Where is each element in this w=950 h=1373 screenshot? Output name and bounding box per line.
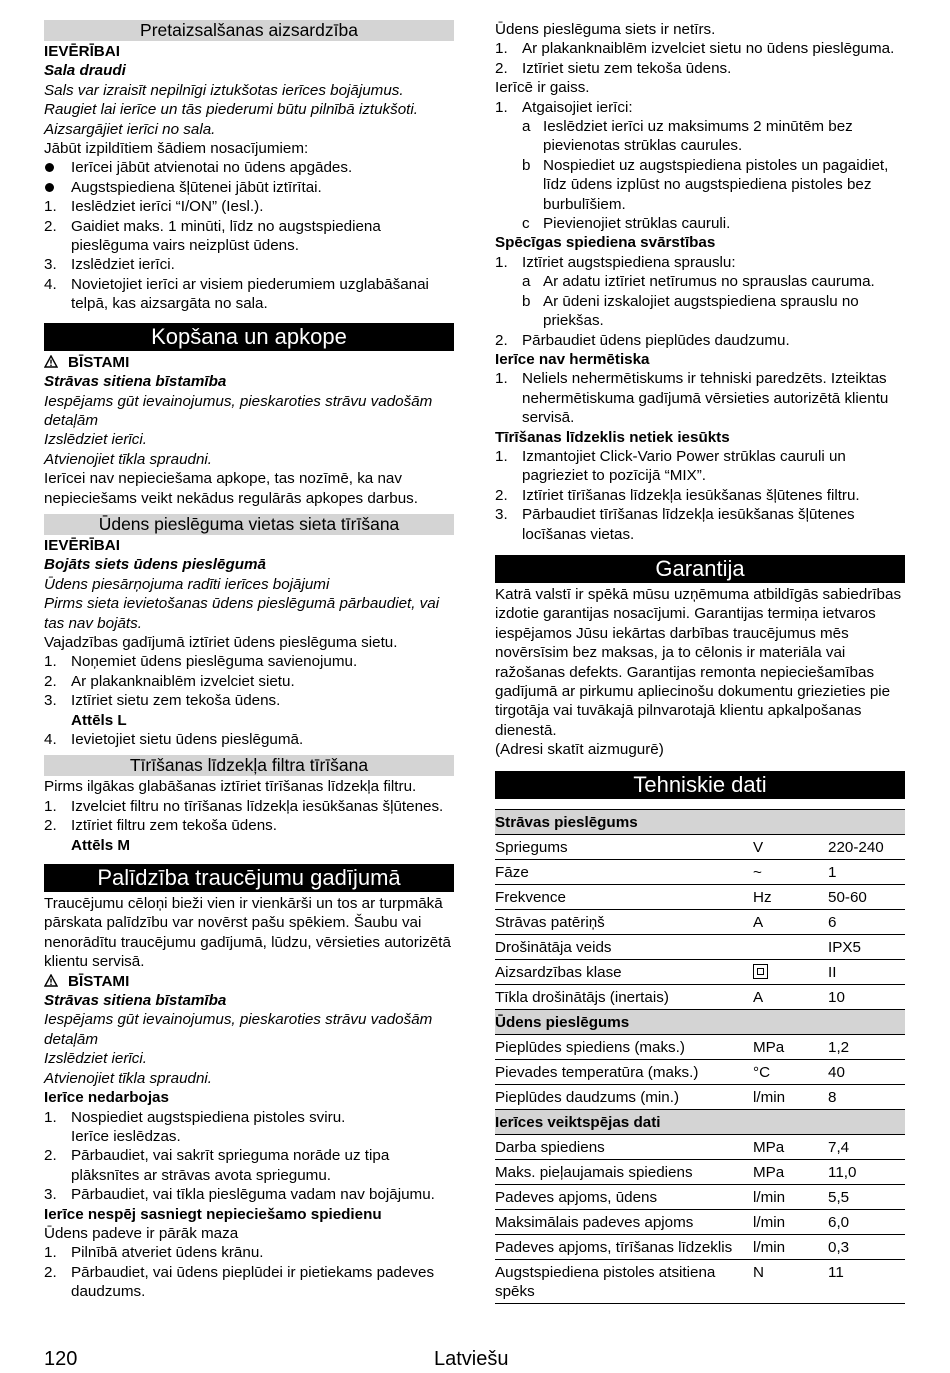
spec-unit: MPa xyxy=(753,1159,828,1184)
step-number: 3. xyxy=(44,256,57,274)
substep-item xyxy=(495,292,905,331)
step-item xyxy=(44,691,454,710)
tech-data-heading: Tehniskie dati xyxy=(495,771,905,799)
spec-value: 10 xyxy=(828,984,905,1009)
step-item xyxy=(44,1108,454,1147)
step-item xyxy=(44,1146,454,1185)
help-danger-head: Strāvas sitiena bīstamība xyxy=(44,992,227,1010)
leak-step-list xyxy=(495,369,905,427)
step-number: 3. xyxy=(44,1186,57,1204)
troubleshooting-heading: Palīdzība traucējumu gadījumā xyxy=(44,864,454,892)
substep-item xyxy=(495,156,905,214)
spec-row xyxy=(495,984,905,1009)
step-number: 1. xyxy=(495,447,508,465)
spec-group-title: Ierīces veiktspējas dati xyxy=(495,1109,905,1134)
spec-row xyxy=(495,909,905,934)
step-text: Ar plakanknaiblēm izvelciet sietu no ūdens pieslēguma. xyxy=(522,40,895,58)
warranty-heading: Garantija xyxy=(495,555,905,583)
step-text: Nospiediet augstspiediena pistoles sviru. xyxy=(71,1108,346,1126)
spec-row xyxy=(495,1134,905,1159)
spec-label: Frekvence xyxy=(495,884,753,909)
text-line: Atvienojiet tīkla spraudni. xyxy=(44,450,212,468)
bullet-text: Ierīcei jābūt atvienotai no ūdens apgādes. xyxy=(71,159,353,177)
step-item xyxy=(495,39,905,58)
substep-item xyxy=(495,214,905,233)
spec-label: Maksimālais padeves apjoms xyxy=(495,1209,753,1234)
step-number: 2. xyxy=(495,486,508,504)
step-item xyxy=(44,672,454,691)
spec-group-row xyxy=(495,1009,905,1034)
step-number: 4. xyxy=(44,275,57,293)
spec-unit: l/min xyxy=(753,1084,828,1109)
spec-value: 6,0 xyxy=(828,1209,905,1234)
detergent-step-list xyxy=(495,447,905,544)
leak-heading: Ierīce nav hermētiska xyxy=(495,350,650,368)
spec-label: Padeves apjoms, ūdens xyxy=(495,1184,753,1209)
care-body: Ierīcei nav nepieciešama apkope, tas nozīmē, ka nav nepieciešams veikt nekādus regulārās apkopes darbus. xyxy=(44,470,418,507)
page-language: Latviešu xyxy=(434,1348,509,1370)
step-text: Neliels nehermētiskums ir tehniski paredzēts. Izteiktas nehermētiskuma gadījumā vērsieties autorizētā klientu servisā. xyxy=(522,370,889,427)
step-text: Ar plakanknaiblēm izvelciet sietu. xyxy=(71,672,295,690)
pressure-subheading: Ūdens padeve ir pārāk maza xyxy=(44,1224,239,1242)
sieve-note-lines xyxy=(44,575,454,633)
spec-value: 50-60 xyxy=(828,884,905,909)
text-line: Izslēdziet ierīci. xyxy=(44,1050,147,1068)
spec-row xyxy=(495,859,905,884)
spec-label: Padeves apjoms, tīrīšanas līdzeklis xyxy=(495,1234,753,1259)
step-number: 1. xyxy=(44,653,57,671)
spec-unit xyxy=(753,959,828,984)
step-text: Izslēdziet ierīci. xyxy=(71,256,175,274)
step-number: b xyxy=(522,292,531,310)
spec-value: 7,4 xyxy=(828,1134,905,1159)
step-text: Ar ūdeni izskalojiet augstspiediena sprauslu no priekšas. xyxy=(543,292,859,330)
step-text: Pārbaudiet, vai sakrīt sprieguma norāde uz tipa plāksnītes ar strāvas avota spriegumu. xyxy=(71,1147,390,1184)
frost-conditions: Jābūt izpildītiem šādiem nosacījumiem: xyxy=(44,140,309,158)
spec-unit: l/min xyxy=(753,1209,828,1234)
frost-note-label: IEVĒRĪBAI xyxy=(44,43,120,60)
spec-unit: A xyxy=(753,984,828,1009)
spec-row xyxy=(495,1259,905,1303)
spec-value: 1 xyxy=(828,859,905,884)
frost-note-head: Sala draudi xyxy=(44,62,126,80)
step-item xyxy=(44,1243,454,1262)
step-item xyxy=(44,275,454,314)
spec-label: Tīkla drošinātājs (inertais) xyxy=(495,984,753,1009)
spec-unit: N xyxy=(753,1259,828,1303)
spec-value: IPX5 xyxy=(828,934,905,959)
spec-unit: l/min xyxy=(753,1234,828,1259)
step-text: Pārbaudiet, vai ūdens pieplūdei ir pietiekams padeves daudzums. xyxy=(71,1263,435,1301)
spec-group-title: Ūdens pieslēgums xyxy=(495,1009,905,1034)
frost-protection-heading: Pretaizsalšanas aizsardzība xyxy=(44,20,454,41)
step-text: Ar adatu iztīriet netīrumus no sprauslas cauruma. xyxy=(543,273,875,291)
substep-item xyxy=(495,117,905,156)
step-text: Pārbaudiet, vai tīkla pieslēguma vadam nav bojājumu. xyxy=(71,1186,435,1204)
filter-heading: Tīrīšanas līdzekļa filtra tīrīšana xyxy=(44,755,454,776)
pressure-fluctuation-heading: Spēcīgas spiediena svārstības xyxy=(495,234,716,252)
bullet-item xyxy=(44,158,454,177)
dirty-sieve-step-list xyxy=(495,39,905,78)
text-line: Pirms sieta ievietošanas ūdens pieslēgumā pārbaudiet, vai tas nav bojāts. xyxy=(44,595,440,632)
page-number: 120 xyxy=(44,1348,78,1370)
tech-spec-table xyxy=(495,809,905,1304)
spec-unit: °C xyxy=(753,1059,828,1084)
air-step-1: 1. Atgaisojiet ierīci: xyxy=(495,98,633,116)
not-working-heading: Ierīce nedarbojas xyxy=(44,1089,169,1107)
text-line: Izslēdziet ierīci. xyxy=(44,431,147,449)
step-number: 2. xyxy=(495,59,508,77)
spec-label: Pieplūdes spiediens (maks.) xyxy=(495,1034,753,1059)
warning-triangle-icon xyxy=(44,972,68,991)
spec-unit: l/min xyxy=(753,1184,828,1209)
spec-value: 8 xyxy=(828,1084,905,1109)
care-danger-lines xyxy=(44,392,454,470)
spec-value: 1,2 xyxy=(828,1034,905,1059)
step-text: Pilnībā atveriet ūdens krānu. xyxy=(71,1244,264,1262)
step-number: a xyxy=(522,273,531,291)
sieve-heading: Ūdens pieslēguma vietas sieta tīrīšana xyxy=(44,514,454,535)
spec-label: Augstspiediena pistoles atsitiena spēks xyxy=(495,1259,753,1303)
step-text: Iztīriet filtru zem tekoša ūdens. xyxy=(71,817,277,835)
spec-value: 11,0 xyxy=(828,1159,905,1184)
filter-step-list xyxy=(44,797,454,836)
step-item xyxy=(495,59,905,78)
spec-label: Spriegums xyxy=(495,834,753,859)
spec-label: Drošinātāja veids xyxy=(495,934,753,959)
pressure-heading: Ierīce nespēj sasniegt nepieciešamo spiedienu xyxy=(44,1205,382,1223)
warning-triangle-icon xyxy=(44,353,68,372)
sieve-figure-ref: Attēls L xyxy=(71,711,127,729)
spec-unit: ~ xyxy=(753,859,828,884)
step-text: Iztīriet tīrīšanas līdzekļa iesūkšanas šļūtenes filtru. xyxy=(522,486,860,504)
bullet-dot-icon xyxy=(45,183,54,192)
spec-value: 11 xyxy=(828,1259,905,1303)
spec-unit: Hz xyxy=(753,884,828,909)
right-column xyxy=(495,20,905,1304)
spec-row xyxy=(495,934,905,959)
spec-unit: MPa xyxy=(753,1134,828,1159)
step-text: Ieslēdziet ierīci uz maksimums 2 minūtēm bez pievienotas strūklas caurules. xyxy=(543,118,853,155)
sieve-step-list xyxy=(44,652,454,710)
bullet-item xyxy=(44,178,454,197)
sieve-intro: Vajadzības gadījumā iztīriet ūdens pieslēguma sietu. xyxy=(44,633,398,651)
step-text: Izvelciet filtru no tīrīšanas līdzekļa iesūkšanas šļūtenes. xyxy=(71,797,444,815)
spec-label: Aizsardzības klase xyxy=(495,959,753,984)
spec-row xyxy=(495,1209,905,1234)
frost-bullet-list xyxy=(44,158,454,197)
step-item xyxy=(44,797,454,816)
detergent-heading: Tīrīšanas līdzeklis netiek iesūkts xyxy=(495,428,730,446)
bullet-dot-icon xyxy=(45,163,54,172)
warranty-address: (Adresi skatīt aizmugurē) xyxy=(495,741,664,759)
step-number: c xyxy=(522,215,530,233)
spec-row xyxy=(495,834,905,859)
step-text: Ieslēdziet ierīci “I/ON” (Iesl.). xyxy=(71,198,264,216)
step-number: 3. xyxy=(44,692,57,710)
text-line: Atvienojiet tīkla spraudni. xyxy=(44,1069,212,1087)
spec-row xyxy=(495,1234,905,1259)
left-column xyxy=(44,20,454,1302)
fluctuation-step-1: 1. Iztīriet augstspiediena sprauslu: xyxy=(495,253,736,271)
step-text: Pārbaudiet tīrīšanas līdzekļa iesūkšanas šļūtenes locīšanas vietas. xyxy=(522,506,855,543)
fluctuation-step-2: 2. Pārbaudiet ūdens pieplūdes daudzumu. xyxy=(495,331,790,349)
step-item xyxy=(495,369,905,427)
step-number: 3. xyxy=(495,506,508,524)
text-line: Iespējams gūt ievainojumus, pieskaroties strāvu vadošām detaļām xyxy=(44,392,433,429)
step-item xyxy=(44,1185,454,1204)
spec-unit: A xyxy=(753,909,828,934)
spec-value: 6 xyxy=(828,909,905,934)
step-number: 2. xyxy=(44,1147,57,1165)
step-text: Iztīriet sietu zem tekoša ūdens. xyxy=(71,692,281,710)
step-text: Iztīriet sietu zem tekoša ūdens. xyxy=(522,59,732,77)
bullet-text: Augstspiediena šļūtenei jābūt iztīrītai. xyxy=(71,178,322,196)
step-number: 2. xyxy=(44,1263,57,1281)
help-danger-label: BĪSTAMI xyxy=(44,972,454,991)
step-item xyxy=(495,505,905,544)
step-number: 1. xyxy=(44,1244,57,1262)
spec-label: Fāze xyxy=(495,859,753,884)
text-line: Iespējams gūt ievainojumus, pieskaroties strāvu vadošām detaļām xyxy=(44,1011,433,1048)
filter-figure-ref: Attēls M xyxy=(71,836,131,854)
spec-value: 5,5 xyxy=(828,1184,905,1209)
spec-row xyxy=(495,1159,905,1184)
spec-row xyxy=(495,1059,905,1084)
step-item xyxy=(495,447,905,486)
spec-unit: MPa xyxy=(753,1034,828,1059)
step-text: Noņemiet ūdens pieslēguma savienojumu. xyxy=(71,653,358,671)
step-number: 2. xyxy=(44,672,57,690)
step-number: 2. xyxy=(44,217,57,235)
spec-group-row xyxy=(495,809,905,834)
sieve-note-label: IEVĒRĪBAI xyxy=(44,536,120,554)
step-item xyxy=(495,486,905,505)
frost-step-list xyxy=(44,197,454,313)
substep-item xyxy=(495,272,905,291)
air-substep-list xyxy=(495,117,905,233)
step-number: 1. xyxy=(44,198,57,216)
spec-value: 0,3 xyxy=(828,1234,905,1259)
step-item xyxy=(44,217,454,256)
fluctuation-substep-list xyxy=(495,272,905,330)
spec-row xyxy=(495,1184,905,1209)
not-working-step-list xyxy=(44,1108,454,1205)
step-item xyxy=(44,816,454,835)
spec-row xyxy=(495,1034,905,1059)
step-item xyxy=(44,1263,454,1302)
step-result: Ierīce ieslēdzas. xyxy=(71,1127,181,1145)
spec-row xyxy=(495,884,905,909)
spec-value: II xyxy=(828,959,905,984)
step-item xyxy=(44,197,454,216)
spec-unit xyxy=(753,934,828,959)
spec-label: Strāvas patēriņš xyxy=(495,909,753,934)
dirty-sieve-heading: Ūdens pieslēguma siets ir netīrs. xyxy=(495,21,716,38)
sieve-step-4: 4. Ievietojiet sietu ūdens pieslēgumā. xyxy=(44,731,304,748)
care-danger-head: Strāvas sitiena bīstamība xyxy=(44,373,227,391)
step-number: 2. xyxy=(44,817,57,835)
frost-note-body: Sals var izraisīt nepilnīgi iztukšotas ierīces bojājumus. Raugiet lai ierīce un tās piederumi būtu pilnībā iztukšoti. Aizsargājiet ierīci no sala. xyxy=(44,81,418,138)
text-line: Ūdens piesārņojuma radīti ierīces bojājumi xyxy=(44,575,330,593)
spec-value: 40 xyxy=(828,1059,905,1084)
spec-label: Pievades temperatūra (maks.) xyxy=(495,1059,753,1084)
step-item xyxy=(44,255,454,274)
spec-row xyxy=(495,959,905,984)
step-number: 1. xyxy=(44,797,57,815)
step-number: 1. xyxy=(495,40,508,58)
spec-row xyxy=(495,1084,905,1109)
step-text: Pievienojiet strūklas cauruli. xyxy=(543,215,731,233)
step-number: 1. xyxy=(44,1108,57,1126)
troubleshooting-body: Traucējumu cēloņi bieži vien ir vienkārši un tos ar turpmākā pārskata palīdzību var novērst pašu spēkiem. Šaubu vai nenorādītu traucējumu gadījumā, lūdzu, vērsieties autorizētā klientu servisā. xyxy=(44,895,451,971)
spec-label: Pieplūdes daudzums (min.) xyxy=(495,1084,753,1109)
spec-group-title: Strāvas pieslēgums xyxy=(495,809,905,834)
care-heading: Kopšana un apkope xyxy=(44,323,454,351)
step-text: Izmantojiet Click-Vario Power strūklas cauruli un pagrieziet to pozīcijā “MIX”. xyxy=(522,447,846,485)
spec-label: Darba spiediens xyxy=(495,1134,753,1159)
warranty-body: Katrā valstī ir spēkā mūsu uzņēmuma atbildīgās sabiedrības izdotie garantijas nosacījumi. Garantijas termiņa ietvaros iespējamos Jūsu iekārtas darbības traucējumus mēs novērsīsim bez maksas, ja to cēlonis ir materiāla vai ražošanas defekts. Garantijas remonta nepieciešamības gadījumā ar pirkumu apliecinošu dokumentu griezieties pie tirgotāja vai tuvākajā pilnvarotajā klientu apkalpošanas dienestā. xyxy=(495,585,902,739)
step-number: b xyxy=(522,156,531,174)
spec-value: 220-240 xyxy=(828,834,905,859)
step-number: 1. xyxy=(495,370,508,388)
class-ii-icon xyxy=(753,964,768,979)
step-text: Novietojiet ierīci ar visiem piederumiem uzglabāšanai telpā, kas aizsargāta no sala. xyxy=(71,275,429,313)
care-danger-label: BĪSTAMI xyxy=(44,353,454,372)
spec-group-row xyxy=(495,1109,905,1134)
spec-label: Maks. pieļaujamais spiediens xyxy=(495,1159,753,1184)
step-text: Gaidiet maks. 1 minūti, līdz no augstspiediena pieslēguma vairs neizplūst ūdens. xyxy=(71,217,381,255)
step-text: Nospiediet uz augstspiediena pistoles un pagaidiet, līdz ūdens izplūst no augstspiediena pistoles bez burbulīšiem. xyxy=(543,156,889,213)
help-danger-lines xyxy=(44,1010,454,1088)
pressure-step-list xyxy=(44,1243,454,1301)
spec-unit: V xyxy=(753,834,828,859)
air-heading: Ierīcē ir gaiss. xyxy=(495,79,590,97)
filter-intro: Pirms ilgākas glabāšanas iztīriet tīrīšanas līdzekļa filtru. xyxy=(44,778,417,796)
step-number: a xyxy=(522,118,531,136)
sieve-note-head: Bojāts siets ūdens pieslēgumā xyxy=(44,556,266,574)
step-item xyxy=(44,652,454,671)
